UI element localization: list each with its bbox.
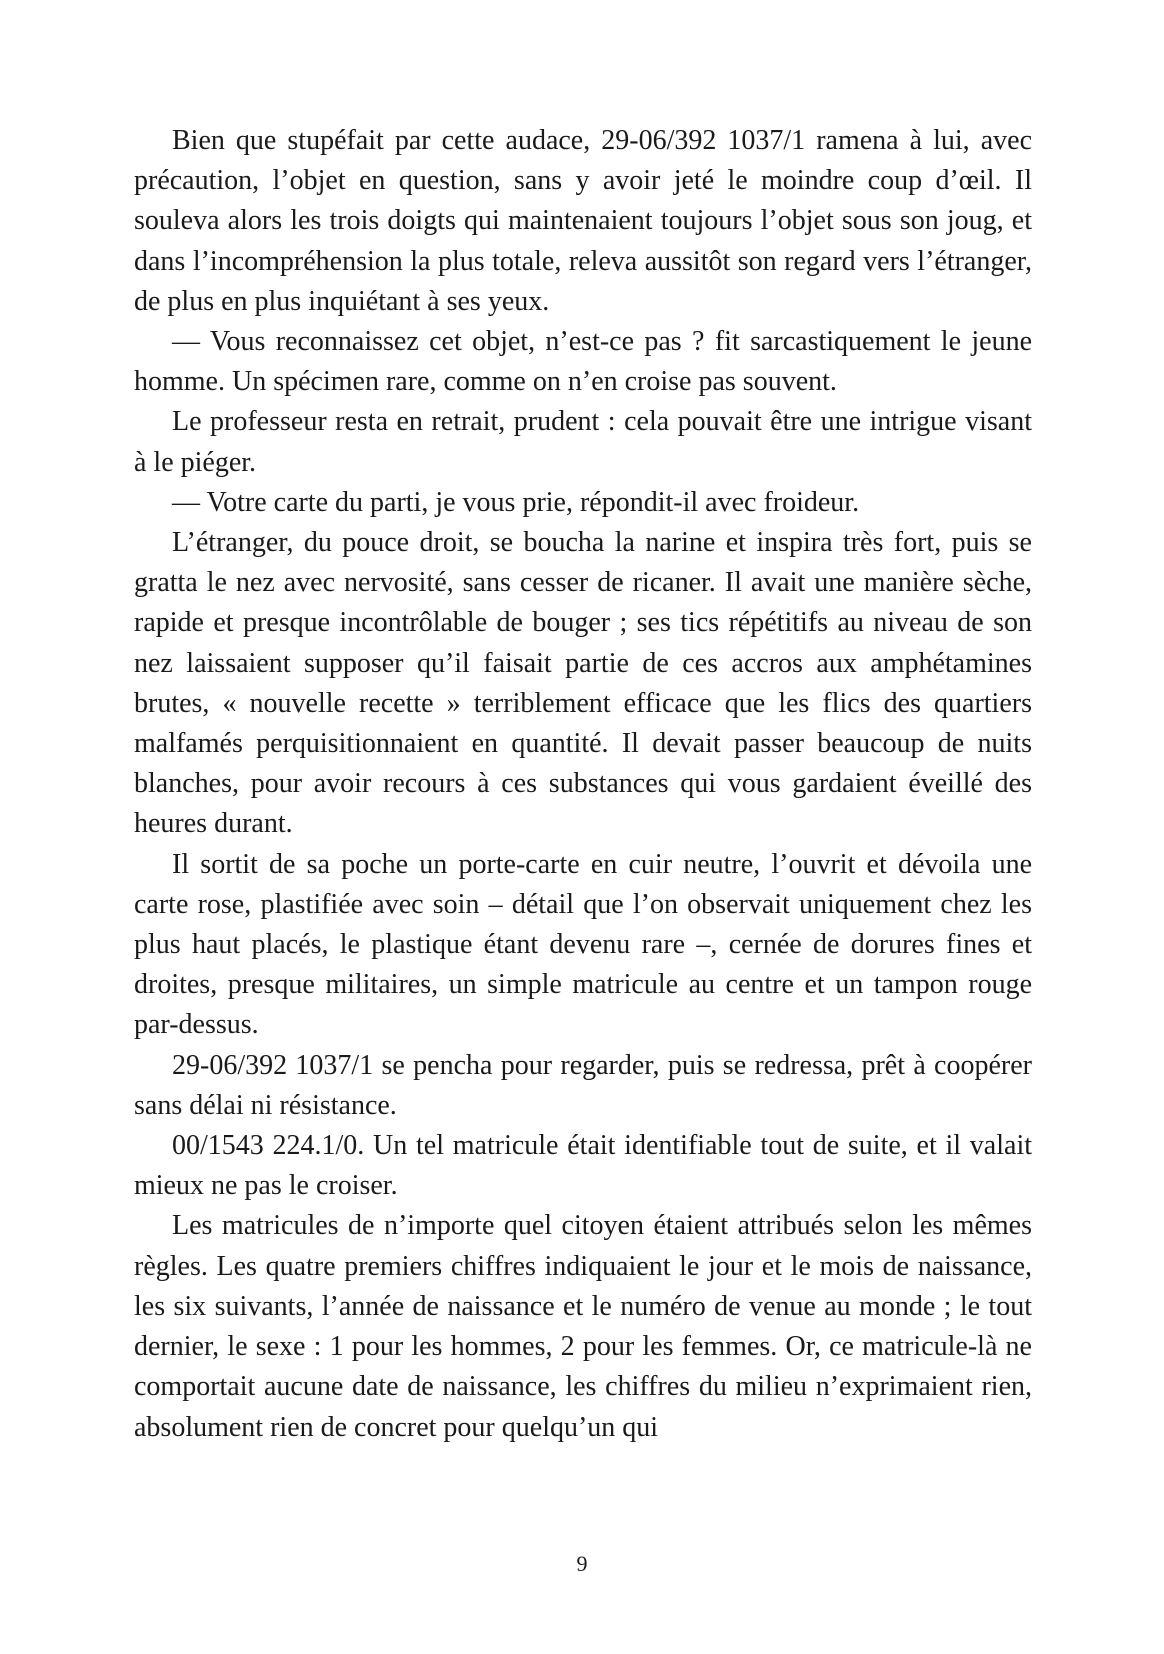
- page-number: 9: [576, 1551, 588, 1576]
- paragraph: 00/1543 224.1/0. Un tel matricule était identifiable tout de suite, et il valait mieux ne pas le croiser.: [134, 1130, 1032, 1202]
- paragraph: Les matricules de n’importe quel citoyen étaient attribués selon les mêmes règles. Les quatre premiers chiffres indiquaient le jour et le mois de naissance, les six suivants, l’année de naissance et le numéro de venue au monde ; le tout dernier, le sexe : 1 pour les hommes, 2 pour les femmes. Or, ce matricule-là ne comportait aucune date de naissance, les chiffres du milieu n’exprimaient rien, absolument rien de concret pour quelqu’un qui: [134, 1210, 1032, 1443]
- paragraph: — Votre carte du parti, je vous prie, répondit-il avec froideur.: [172, 486, 860, 518]
- paragraph: Il sortit de sa poche un porte-carte en cuir neutre, l’ouvrit et dévoila une carte rose, plastifiée avec soin – détail que l’on observait uniquement chez les plus haut placés, le plastique étant devenu rare –, cernée de dorures fines et droites, presque militaires, un simple matricule au centre et un tampon rouge par-dessus.: [134, 848, 1032, 1041]
- paragraph: L’étranger, du pouce droit, se boucha la narine et inspira très fort, puis se gratta le nez avec nervosité, sans cesser de ricaner. Il avait une manière sèche, rapide et presque incontrôlable de bouger ; ses tics répétitifs au niveau de son nez laissaient supposer qu’il faisait partie de ces accros aux amphétamines brutes, « nouvelle recette » terriblement efficace que les flics des quartiers malfamés perquisitionnaient en quantité. Il devait passer beaucoup de nuits blanches, pour avoir recours à ces substances qui vous gardaient éveillé des heures durant.: [134, 527, 1032, 840]
- paragraph: 29-06/392 1037/1 se pencha pour regarder, puis se redressa, prêt à coopérer sans délai ni résistance.: [134, 1049, 1032, 1121]
- paragraph: Bien que stupéfait par cette audace, 29-06/392 1037/1 ramena à lui, avec précaution, l’objet en question, sans y avoir jeté le moindre coup d’œil. Il souleva alors les trois doigts qui maintenaient toujours l’objet sous son joug, et dans l’incompréhension la plus totale, releva aussitôt son regard vers l’étranger, de plus en plus inquiétant à ses yeux.: [134, 125, 1032, 317]
- paragraph: Le professeur resta en retrait, prudent : cela pouvait être une intrigue visant à le piéger.: [134, 406, 1032, 478]
- body-text: [134, 121, 1032, 1448]
- paragraph: — Vous reconnaissez cet objet, n’est-ce pas ? fit sarcastiquement le jeune homme. Un spécimen rare, comme on n’en croise pas souvent.: [134, 326, 1032, 398]
